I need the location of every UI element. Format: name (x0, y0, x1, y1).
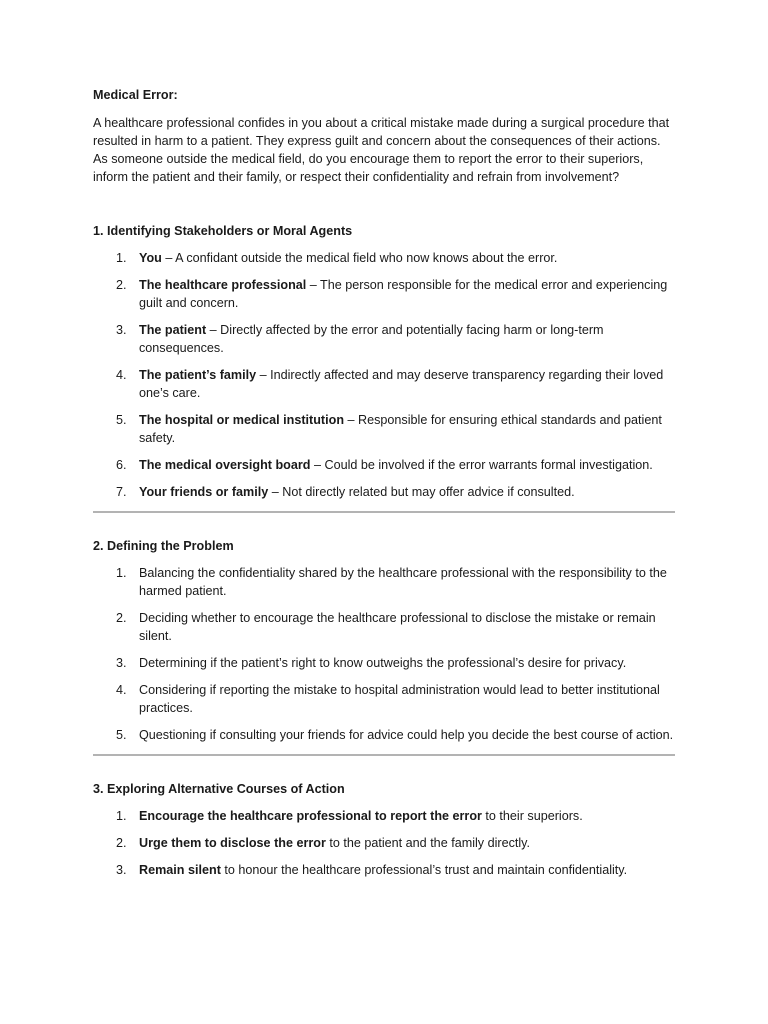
list-item (93, 861, 675, 879)
list-item-number: 3. (116, 656, 127, 670)
list-item-term: Encourage the healthcare professional to report the error (139, 809, 482, 823)
list-item-term: The patient’s family (139, 368, 257, 382)
section-heading-stakeholders: 1. Identifying Stakeholders or Moral Agents (93, 224, 353, 238)
stakeholders-list (93, 249, 675, 501)
list-item-number: 4. (116, 683, 127, 697)
list-item (93, 726, 675, 744)
list-item-term: The medical oversight board (139, 458, 311, 472)
list-item (93, 483, 675, 501)
list-item (93, 654, 675, 672)
list-item-term: The patient (139, 323, 207, 337)
list-item (93, 366, 675, 402)
list-item-text: Determining if the patient’s right to know outweighs the professional’s desire for privacy. (139, 656, 627, 670)
list-item-term: The hospital or medical institution (139, 413, 345, 427)
list-item (93, 681, 675, 717)
list-item-term: The healthcare professional (139, 278, 307, 292)
list-item (93, 321, 675, 357)
list-item-number: 3. (116, 863, 127, 877)
list-item (93, 411, 675, 447)
list-item-number: 1. (116, 566, 127, 580)
list-item-text: to the patient and the family directly. (325, 836, 531, 850)
list-item (93, 276, 675, 312)
list-item-text: Balancing the confidentiality shared by the healthcare professional with the responsibility to the harmed patient. (139, 566, 667, 598)
list-item-number: 2. (116, 278, 127, 292)
list-item (93, 807, 675, 825)
document-body (93, 86, 675, 879)
list-item (93, 609, 675, 645)
section-heading-alternatives: 3. Exploring Alternative Courses of Action (93, 782, 345, 796)
list-item-text: – Indirectly affected and may deserve transparency regarding their loved one’s care. (139, 368, 664, 400)
list-item (93, 249, 675, 267)
list-item-text: – Could be involved if the error warrants formal investigation. (310, 458, 653, 472)
list-item-text: Questioning if consulting your friends for advice could help you decide the best course of action. (139, 728, 674, 742)
list-item-text: to their superiors. (481, 809, 583, 823)
list-item-term: Your friends or family (139, 485, 269, 499)
problem-list (93, 564, 675, 744)
list-item-number: 5. (116, 728, 127, 742)
list-item-number: 4. (116, 368, 127, 382)
document-title: Medical Error: (93, 88, 178, 102)
list-item-term: Urge them to disclose the error (139, 836, 326, 850)
alternatives-list (93, 807, 675, 879)
list-item-term: You (139, 251, 162, 265)
list-item-number: 6. (116, 458, 127, 472)
list-item (93, 834, 675, 852)
list-item-text: – The person responsible for the medical error and experiencing guilt and concern. (139, 278, 668, 310)
list-item (93, 456, 675, 474)
list-item-number: 1. (116, 809, 127, 823)
list-item-text: – A confidant outside the medical field who now knows about the error. (161, 251, 558, 265)
list-item-text: – Directly affected by the error and potentially facing harm or long-term consequences. (139, 323, 604, 355)
list-item-text: Considering if reporting the mistake to hospital administration would lead to better institutional practices. (139, 683, 660, 715)
list-item-term: Remain silent (139, 863, 221, 877)
list-item-number: 3. (116, 323, 127, 337)
list-item-number: 2. (116, 836, 127, 850)
section-divider (93, 511, 675, 513)
intro-paragraph: A healthcare professional confides in you about a critical mistake made during a surgical procedure that resulted in harm to a patient. They express guilt and concern about the consequences of their actions. As someone outside the medical field, do you encourage them to report the error to their superiors, inform the patient and their family, or respect their confidentiality and refrain from involvement? (93, 116, 670, 184)
list-item-number: 1. (116, 251, 127, 265)
list-item (93, 564, 675, 600)
list-item-number: 7. (116, 485, 127, 499)
list-item-text: to honour the healthcare professional’s trust and maintain confidentiality. (220, 863, 628, 877)
list-item-text: – Responsible for ensuring ethical standards and patient safety. (139, 413, 662, 445)
list-item-number: 5. (116, 413, 127, 427)
section-divider (93, 754, 675, 756)
section-heading-problem: 2. Defining the Problem (93, 539, 234, 553)
list-item-text: Deciding whether to encourage the healthcare professional to disclose the mistake or remain silent. (139, 611, 656, 643)
list-item-text: – Not directly related but may offer advice if consulted. (268, 485, 575, 499)
list-item-number: 2. (116, 611, 127, 625)
